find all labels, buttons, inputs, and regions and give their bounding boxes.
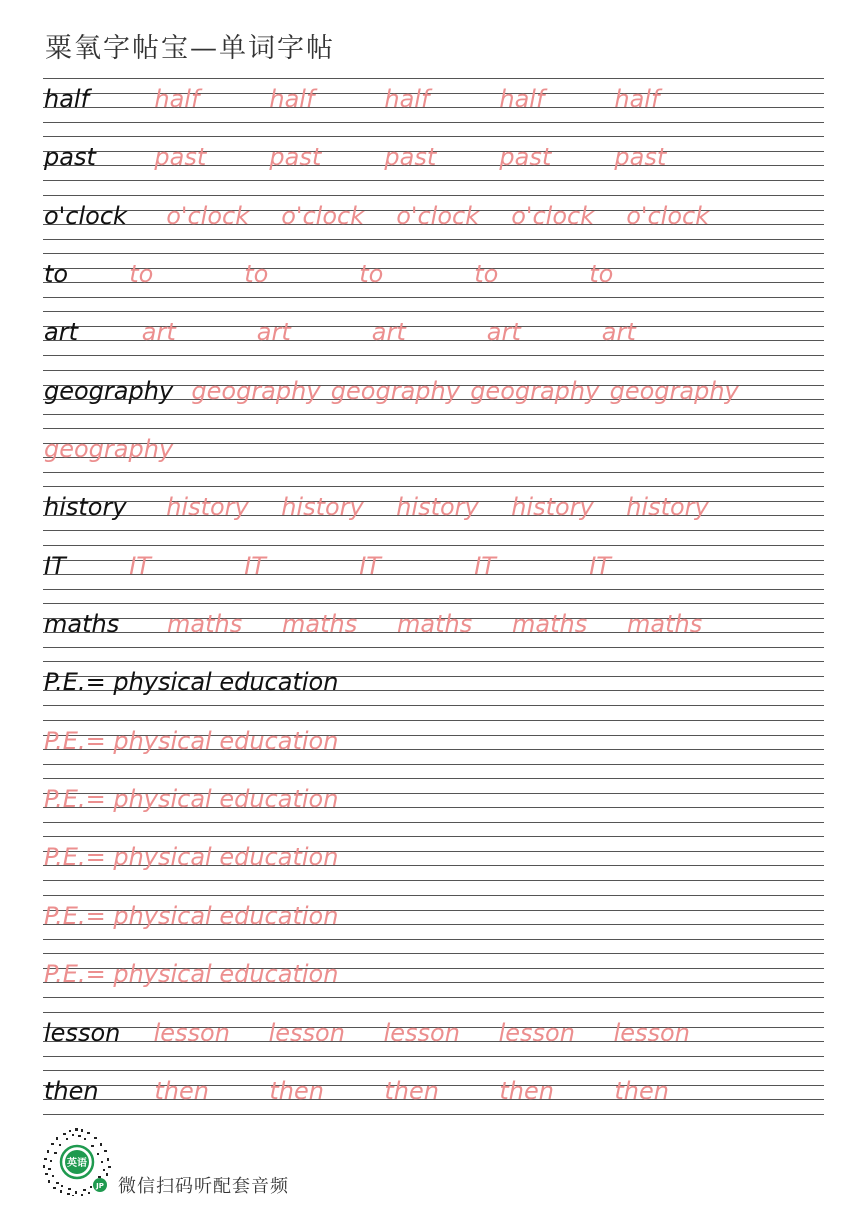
footer-note: 微信扫码听配套音频: [118, 1176, 289, 1197]
trace-word: to: [474, 260, 499, 289]
ruling-line: [43, 705, 824, 706]
ruling-line: [43, 764, 824, 765]
trace-word: half: [269, 85, 315, 113]
qr-code-icon[interactable]: [42, 1127, 112, 1197]
ruling-line: [43, 530, 824, 531]
trace-word: maths: [627, 610, 703, 639]
page-title: 粟氧字帖宝—单词字帖: [45, 33, 335, 64]
ruling-line: [43, 574, 824, 575]
trace-word: IT: [244, 551, 266, 580]
ruling-line: [43, 560, 824, 561]
trace-word: art: [141, 318, 176, 347]
model-word: then: [44, 1076, 99, 1105]
trace-word: to: [589, 260, 614, 289]
ruling-line: [43, 472, 824, 473]
trace-word: IT: [129, 551, 151, 580]
model-word: to: [44, 260, 69, 289]
ruling-line: [43, 997, 824, 998]
trace-word: art: [486, 318, 521, 347]
ruling-line: [43, 414, 824, 415]
trace-word: maths: [397, 610, 473, 639]
model-word: history: [44, 493, 127, 522]
trace-word: P.E.= physical education: [44, 901, 339, 930]
ruling-line: [43, 603, 824, 604]
trace-word: past: [154, 143, 207, 172]
ruling-line: [43, 1012, 824, 1013]
practice-row: [43, 486, 824, 544]
trace-word: lesson: [153, 1018, 230, 1047]
model-word: IT: [44, 551, 66, 580]
ruling-line: [43, 647, 824, 648]
trace-word: o'clock: [166, 201, 250, 230]
practice-row: [43, 545, 824, 603]
trace-word: art: [371, 318, 406, 347]
trace-word: then: [384, 1076, 439, 1105]
trace-word: to: [129, 260, 154, 289]
trace-word: then: [499, 1076, 554, 1105]
trace-word: lesson: [498, 1018, 575, 1047]
trace-word: maths: [512, 610, 588, 639]
model-word: past: [44, 143, 96, 172]
trace-word: lesson: [268, 1018, 345, 1047]
practice-rows: [43, 78, 824, 1128]
trace-word: lesson: [383, 1018, 460, 1047]
ruling-line: [43, 1056, 824, 1057]
ruling-line: [43, 661, 824, 662]
ruling-line: [43, 311, 824, 312]
practice-row: [43, 603, 824, 661]
ruling-line: [43, 939, 824, 940]
practice-row: [43, 778, 824, 836]
ruling-line: [43, 953, 824, 954]
trace-word: half: [384, 85, 430, 113]
qr-code-graphic: [42, 1127, 112, 1197]
trace-word: P.E.= physical education: [44, 843, 339, 872]
trace-word: then: [154, 1076, 209, 1105]
ruling-line: [43, 253, 824, 254]
ruling-line: [43, 589, 824, 590]
trace-word: half: [499, 85, 545, 113]
trace-word: history: [281, 493, 364, 522]
trace-word: past: [499, 143, 552, 172]
practice-row: [43, 1012, 824, 1070]
trace-word: P.E.= physical education: [44, 960, 339, 989]
ruling-line: [43, 880, 824, 881]
ruling-line: [43, 1070, 824, 1071]
ruling-line: [43, 195, 824, 196]
trace-word: past: [614, 143, 667, 172]
practice-row: [43, 78, 824, 136]
badge-label: 英语: [67, 1158, 87, 1169]
practice-row: [43, 253, 824, 311]
trace-word: o'clock: [626, 201, 710, 230]
trace-word: P.E.= physical education: [44, 726, 339, 755]
ruling-line: [43, 836, 824, 837]
practice-row: [43, 370, 824, 428]
model-word: geography: [44, 376, 174, 405]
trace-word: history: [166, 493, 249, 522]
trace-word: half: [614, 85, 660, 113]
trace-word: then: [269, 1076, 324, 1105]
trace-word: art: [601, 318, 636, 347]
ruling-line: [43, 778, 824, 779]
ruling-line: [43, 720, 824, 721]
trace-word: maths: [167, 610, 243, 639]
ruling-line: [43, 122, 824, 123]
ruling-line: [43, 268, 824, 269]
practice-row: [43, 195, 824, 253]
trace-word: o'clock: [396, 201, 480, 230]
practice-row: [43, 311, 824, 369]
ruling-line: [43, 355, 824, 356]
model-word: maths: [44, 610, 120, 639]
practice-row: [43, 720, 824, 778]
trace-word: o'clock: [281, 201, 365, 230]
practice-row: [43, 136, 824, 194]
ruling-line: [43, 428, 824, 429]
ruling-line: [43, 78, 824, 79]
trace-word: geography: [44, 435, 174, 464]
practice-row: [43, 661, 824, 719]
trace-word: history: [396, 493, 479, 522]
ruling-line: [43, 895, 824, 896]
trace-word: maths: [282, 610, 358, 639]
model-word: o'clock: [44, 201, 127, 230]
model-word: P.E.= physical education: [44, 668, 339, 697]
ruling-line: [43, 297, 824, 298]
trace-word: history: [626, 493, 709, 522]
trace-word: then: [614, 1076, 669, 1105]
ruling-line: [43, 180, 824, 181]
trace-word: IT: [474, 551, 496, 580]
trace-word: o'clock: [511, 201, 595, 230]
trace-word: IT: [589, 551, 611, 580]
ruling-line: [43, 822, 824, 823]
trace-word: geography: [330, 376, 460, 405]
trace-word: to: [359, 260, 384, 289]
badge-sub-label: JP: [96, 1182, 104, 1190]
ruling-line: [43, 370, 824, 371]
trace-word: to: [244, 260, 269, 289]
ruling-line: [43, 239, 824, 240]
ruling-line: [43, 545, 824, 546]
trace-word: IT: [359, 551, 381, 580]
trace-word: lesson: [613, 1018, 690, 1047]
practice-row: [43, 895, 824, 953]
practice-row: [43, 836, 824, 894]
trace-word: history: [511, 493, 594, 522]
model-word: lesson: [44, 1018, 121, 1047]
bottom-rule-line: [43, 1114, 824, 1115]
trace-word: past: [384, 143, 437, 172]
trace-word: P.E.= physical education: [44, 785, 339, 814]
trace-word: past: [269, 143, 322, 172]
practice-row: [43, 953, 824, 1011]
trace-word: geography: [191, 376, 321, 405]
model-word: art: [44, 318, 78, 347]
ruling-line: [43, 136, 824, 137]
trace-word: geography: [609, 376, 739, 405]
trace-word: half: [154, 85, 200, 113]
ruling-line: [43, 282, 824, 283]
trace-word: geography: [470, 376, 600, 405]
practice-row: [43, 428, 824, 486]
model-word: half: [44, 85, 90, 113]
ruling-line: [43, 486, 824, 487]
trace-word: art: [256, 318, 291, 347]
practice-row: [43, 1070, 824, 1128]
